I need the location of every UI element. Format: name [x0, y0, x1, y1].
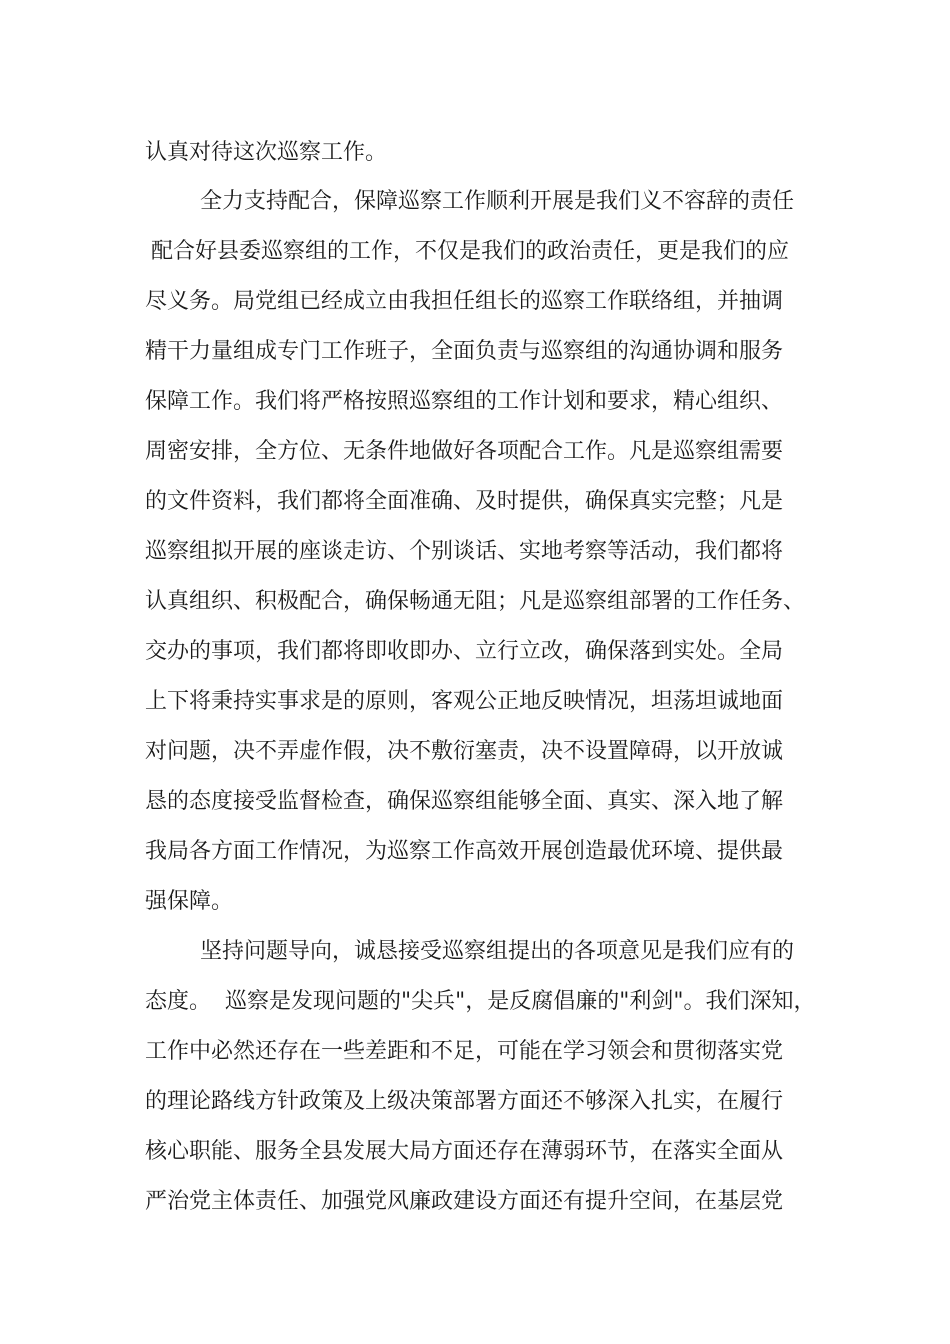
text-line: 的文件资料，我们都将全面准确、及时提供，确保真实完整；凡是	[145, 489, 784, 514]
text-line: 尽义务。局党组已经成立由我担任组长的巡察工作联络组，并抽调	[145, 289, 784, 314]
text-line: 我局各方面工作情况，为巡察工作高效开展创造最优环境、提供最	[145, 839, 784, 864]
text-line: 交办的事项，我们都将即收即办、立行立改，确保落到实处。全局	[145, 639, 784, 664]
text-line: 认真对待这次巡察工作。	[145, 140, 388, 165]
text-line: 严治党主体责任、加强党风廉政建设方面还有提升空间，在基层党	[145, 1189, 784, 1214]
text-line: 配合好县委巡察组的工作，不仅是我们的政治责任，更是我们的应	[151, 239, 790, 264]
text-line: 恳的态度接受监督检查，确保巡察组能够全面、真实、深入地了解	[145, 789, 784, 814]
text-line: 保障工作。我们将严格按照巡察组的工作计划和要求，精心组织、	[145, 389, 784, 414]
text-line: 的理论路线方针政策及上级决策部署方面还不够深入扎实，在履行	[145, 1089, 784, 1114]
text-line: 强保障。	[145, 889, 234, 914]
text-line: 态度。 巡察是发现问题的"尖兵"，是反腐倡廉的"利剑"。我们深知，	[145, 989, 816, 1014]
text-line: 核心职能、服务全县发展大局方面还存在薄弱环节，在落实全面从	[145, 1139, 784, 1164]
text-line: 工作中必然还存在一些差距和不足，可能在学习领会和贯彻落实党	[145, 1039, 784, 1064]
text-line: 对问题，决不弄虚作假，决不敷衍塞责，决不设置障碍，以开放诚	[145, 739, 784, 764]
paragraph-start-line: 全力支持配合，保障巡察工作顺利开展是我们义不容辞的责任	[200, 189, 795, 214]
paragraph-start-line: 坚持问题导向，诚恳接受巡察组提出的各项意见是我们应有的	[200, 939, 795, 964]
text-line: 周密安排，全方位、无条件地做好各项配合工作。凡是巡察组需要	[145, 439, 784, 464]
text-line: 认真组织、积极配合，确保畅通无阻；凡是巡察组部署的工作任务、	[145, 589, 806, 614]
text-line: 上下将秉持实事求是的原则，客观公正地反映情况，坦荡坦诚地面	[145, 689, 784, 714]
text-line: 巡察组拟开展的座谈走访、个别谈话、实地考察等活动，我们都将	[145, 539, 784, 564]
text-line: 精干力量组成专门工作班子，全面负责与巡察组的沟通协调和服务	[145, 339, 784, 364]
